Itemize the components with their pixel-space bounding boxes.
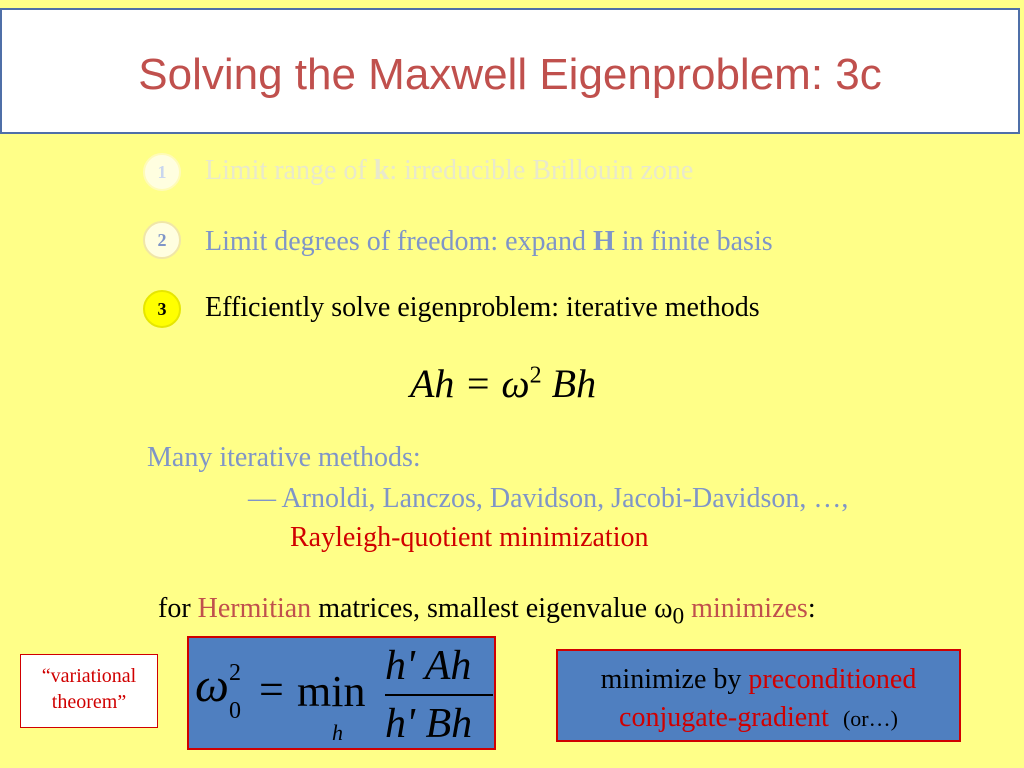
slide-title: Solving the Maxwell Eigenproblem: 3c	[138, 50, 882, 99]
step-3-text: Efficiently solve eigenproblem: iterative methods	[205, 292, 760, 323]
fraction-denominator: h' Bh	[385, 701, 473, 747]
variational-theorem-box: “variational theorem”	[20, 654, 158, 728]
hermitian-line: for Hermitian matrices, smallest eigenvalue $\omega_0$ minimizes:	[158, 593, 816, 630]
omega-symbol: ω	[195, 659, 229, 712]
min-formula-box	[187, 636, 496, 750]
eigen-equation: $Ah = \omega^2$ Bh	[410, 361, 597, 406]
step-2-text: Limit degrees of freedom: expand H in finite basis	[205, 226, 773, 257]
title-box	[0, 8, 1020, 134]
fraction-bar	[385, 694, 493, 696]
min-operator: min	[297, 667, 366, 716]
step-1-text: Limit range of k: irreducible Brillouin zone	[205, 155, 694, 186]
min-subscript: h	[332, 720, 343, 745]
rayleigh-quotient: Rayleigh-quotient minimization	[290, 522, 649, 553]
methods-list: — Arnoldi, Lanczos, Davidson, Jacobi-Davidson, …,	[248, 483, 849, 514]
pcg-box: minimize by preconditioned conjugate-gradient (or…)	[556, 649, 961, 742]
step-1-badge: 1	[143, 153, 181, 191]
omega-subscript: 0	[229, 698, 241, 724]
equals-sign: =	[259, 665, 284, 714]
step-2-badge: 2	[143, 221, 181, 259]
many-methods-heading: Many iterative methods:	[147, 442, 421, 473]
step-3-badge: 3	[143, 290, 181, 328]
omega-superscript: 2	[229, 660, 241, 686]
fraction-numerator: h' Ah	[385, 643, 472, 689]
